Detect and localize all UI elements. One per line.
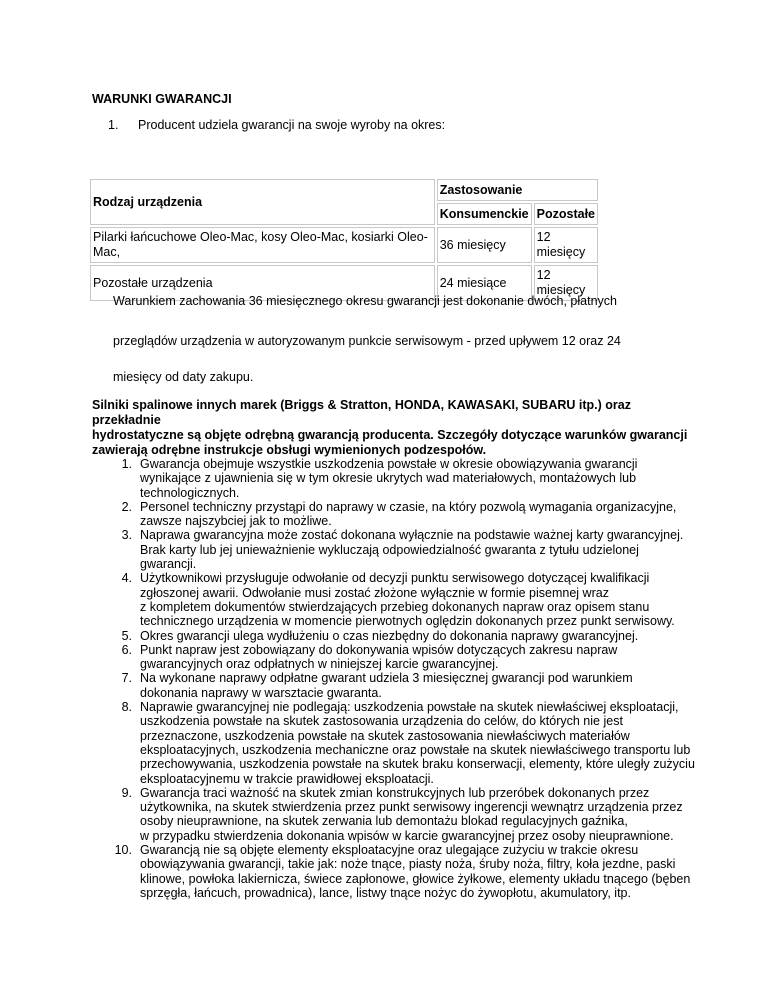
list-item-line: Gwarancją nie są objęte elementy eksploatacyjne oraz ulegające zużyciu w trakcie okresu xyxy=(140,843,639,858)
header-consumer: Konsumenckie xyxy=(437,203,532,225)
list-item-line: Personel techniczny przystąpi do naprawy w czasie, na który pozwolą wymagania organizacyjne, xyxy=(140,499,677,514)
list-item-line: przechowywania, uszkodzenia powstałe na skutek braku konserwacji, elementy, które uległy zużyciu xyxy=(140,757,695,772)
intro-text: Producent udziela gwarancji na swoje wyroby na okres: xyxy=(138,118,446,132)
list-item-line: uszkodzenia powstałe na skutek zastosowania urządzenia do celów, do których nie jest xyxy=(140,714,623,729)
list-item xyxy=(92,457,702,500)
list-item xyxy=(92,500,702,529)
page-title: WARUNKI GWARANCJI xyxy=(92,92,232,106)
list-item-number: 1. xyxy=(121,457,132,471)
header-other: Pozostałe xyxy=(534,203,598,225)
warranty-table xyxy=(88,177,600,303)
list-item xyxy=(92,629,702,643)
list-item-number: 6. xyxy=(121,642,132,657)
list-item-number: 7. xyxy=(121,671,132,686)
list-item xyxy=(92,571,702,628)
list-item-number: 8. xyxy=(121,700,132,715)
list-item-line: Na wykonane naprawy odpłatne gwarant udziela 3 miesięcznej gwarancji pod warunkiem xyxy=(140,671,633,686)
list-item-line: Punkt napraw jest zobowiązany do dokonywania wpisów dotyczących zakresu napraw xyxy=(140,642,618,657)
list-item-line: wynikające z ujawnienia się w tym okresie ukrytych wad materiałowych, montażowych lub xyxy=(140,471,637,486)
list-item-number: 3. xyxy=(121,528,132,543)
condition-line-3: miesięcy od daty zakupu. xyxy=(113,370,254,384)
list-item-line: w przypadku stwierdzenia dokonania wpisów w karcie gwarancyjnej przez osoby nieuprawnione. xyxy=(140,828,674,843)
list-item-line: technicznego urządzenia w momencie pierwotnych oględzin dokonanych przez punkt serwisowy. xyxy=(140,614,675,629)
list-item-number: 4. xyxy=(121,571,132,586)
condition-line-2: przeglądów urządzenia w autoryzowanym punkcie serwisowym - przed upływem 12 oraz 24 xyxy=(113,334,621,348)
list-item-line: Okres gwarancji ulega wydłużeniu o czas niezbędny do dokonania naprawy gwarancyjnej. xyxy=(140,628,639,643)
header-device: Rodzaj urządzenia xyxy=(90,179,435,225)
list-item-line: gwarancji. xyxy=(140,557,197,572)
cell-consumer: 36 miesięcy xyxy=(437,227,532,263)
list-item-line: Użytkownikowi przysługuje odwołanie od decyzji punktu serwisowego dotyczącej kwalifikacji xyxy=(140,571,650,586)
list-item-line: eksploatacyjnych, uszkodzenia mechaniczne oraz powstałe na skutek niewłaściwego transportu lub xyxy=(140,742,691,757)
list-item-line: Gwarancja obejmuje wszystkie uszkodzenia powstałe w okresie obowiązywania gwarancji xyxy=(140,457,638,471)
list-item-line: obowiązywania gwarancji, takie jak: noże tnące, piasty noża, śruby noża, filtry, koła jezdne, paski xyxy=(140,857,676,872)
header-usage: Zastosowanie xyxy=(437,179,598,201)
engines-note-line-1: Silniki spalinowe innych marek (Briggs & Stratton, HONDA, KAWASAKI, SUBARU itp.) oraz przekładnie xyxy=(92,398,631,427)
cell-other: 12 miesięcy xyxy=(534,227,598,263)
list-item-line: zawsze najszybciej jak to możliwe. xyxy=(140,514,332,529)
list-item-line: klinowe, powłoka lakiernicza, świece zapłonowe, głowice żyłkowe, elementy układu tnącego (bęben xyxy=(140,871,691,886)
list-item-line: Brak karty lub jej unieważnienie wykluczają odpowiedzialność gwaranta z tytułu udzielonej xyxy=(140,542,639,557)
list-item-line: sprzęgła, łańcuch, prowadnica), lance, listwy tnące nożyc do żywopłotu, akumulatory, itp. xyxy=(140,885,631,900)
list-item-line: użytkownika, na skutek stwierdzenia przez punkt serwisowy ingerencji wewnątrz urządzenia przez xyxy=(140,800,683,815)
list-item xyxy=(92,700,702,786)
list-item xyxy=(92,671,702,700)
list-item-line: Naprawa gwarancyjna może zostać dokonana wyłącznie na podstawie ważnej karty gwarancyjnej. xyxy=(140,528,684,543)
list-item xyxy=(92,843,702,900)
list-item-number: 5. xyxy=(121,628,132,643)
list-item-line: dokonania naprawy w warsztacie gwaranta. xyxy=(140,685,382,700)
intro-number: 1. xyxy=(108,118,119,132)
list-item xyxy=(92,786,702,843)
list-item-line: eksploatacyjnemu w trakcie prawidłowej eksploatacji. xyxy=(140,771,434,786)
engines-note-line-3: zawierają odrębne instrukcje obsługi wymienionych podzespołów. xyxy=(92,443,487,457)
list-item-line: gwarancyjnych oraz odpłatnych w niniejszej karcie gwarancyjnej. xyxy=(140,657,499,672)
list-item-line: Naprawie gwarancyjnej nie podlegają: uszkodzenia powstałe na skutek niewłaściwej eksploatacji, xyxy=(140,700,679,715)
list-item-line: technologicznych. xyxy=(140,485,240,500)
condition-line-1: Warunkiem zachowania 36 miesięcznego okresu gwarancji jest dokonanie dwóch, płatnych xyxy=(113,294,617,308)
list-item xyxy=(92,528,702,571)
list-item-line: zgłoszonej awarii. Odwołanie musi zostać złożone wyłącznie w formie pisemnej wraz xyxy=(140,585,609,600)
cell-device: Pozostałe urządzenia xyxy=(90,265,435,301)
terms-list xyxy=(92,457,702,900)
list-item-line: z kompletem dokumentów stwierdzających przebieg dokonanych napraw oraz opisem stanu xyxy=(140,599,650,614)
engines-note-line-2: hydrostatyczne są objęte odrębną gwarancją producenta. Szczegóły dotyczące warunków gwarancji xyxy=(92,428,688,442)
cell-consumer: 24 miesiące xyxy=(437,265,532,301)
engines-note xyxy=(92,398,702,458)
list-item-line: Gwarancja traci ważność na skutek zmian konstrukcyjnych lub przeróbek dokonanych przez xyxy=(140,785,650,800)
table-row xyxy=(90,227,598,263)
intro-paragraph xyxy=(108,118,445,133)
list-item-line: przeznaczone, uszkodzenia powstałe na skutek zastosowania niewłaściwych materiałów xyxy=(140,728,630,743)
cell-device: Pilarki łańcuchowe Oleo-Mac, kosy Oleo-Mac, kosiarki Oleo-Mac, xyxy=(90,227,435,263)
list-item-line: osoby nieuprawnione, na skutek zerwania lub demontażu blokad regulacyjnych gaźnika, xyxy=(140,814,628,829)
list-item-number: 2. xyxy=(121,499,132,514)
list-item-number: 9. xyxy=(121,785,132,800)
cell-other: 12 miesięcy xyxy=(534,265,598,301)
list-item-number: 10. xyxy=(114,843,132,858)
list-item xyxy=(92,643,702,672)
